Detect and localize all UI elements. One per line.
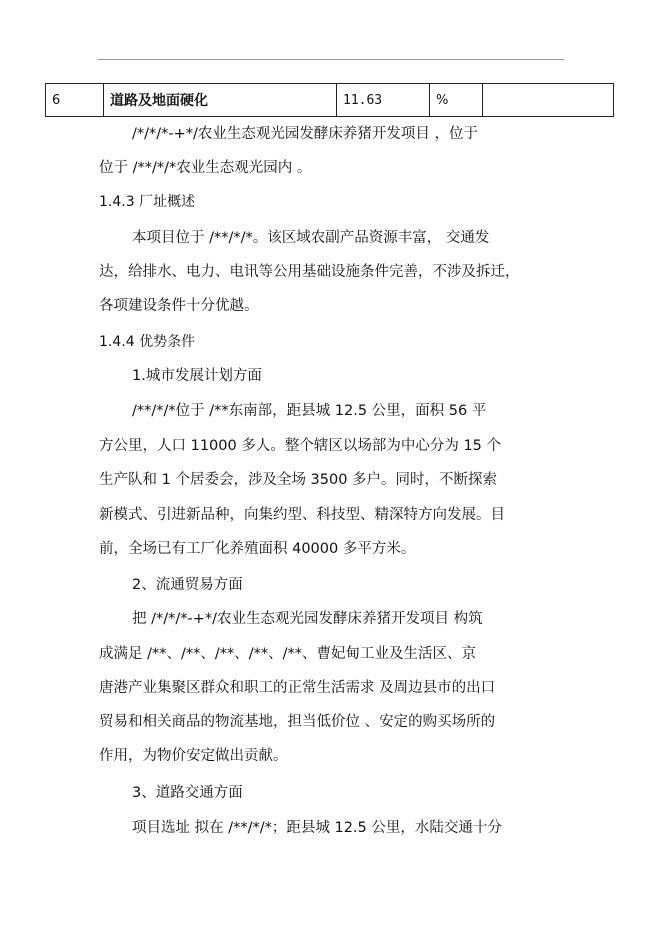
- cell-name: 道路及地面硬化: [104, 84, 337, 117]
- cell-value: 11.63: [337, 84, 430, 117]
- text-line: /*/*/*-+*/农业生态观光园发酵床养猪开发项目 ，位于: [132, 126, 479, 142]
- text-line: 成满足 /**、/**、/**、/**、/**、曹妃甸工业及生活区、京: [99, 646, 477, 662]
- subsection-heading: 3、道路交通方面: [132, 785, 243, 801]
- data-table: [45, 83, 614, 117]
- subsection-heading: 1.城市发展计划方面: [132, 368, 262, 384]
- text-line: 达，给排水、电力、电讯等公用基础设施条件完善，不涉及拆迁，: [99, 264, 520, 280]
- header-rule: [98, 59, 564, 60]
- text-line: 前，全场已有工厂化养殖面积 40000 多平方米。: [99, 541, 416, 557]
- text-line: 把 /*/*/*-+*/农业生态观光园发酵床养猪开发项目 构筑: [132, 611, 483, 627]
- subsection-heading: 2、流通贸易方面: [132, 577, 243, 593]
- table-row: [46, 84, 614, 117]
- cell-unit: %: [430, 84, 483, 117]
- text-line: 生产队和 1 个居委会，涉及全场 3500 多户。同时，不断探索: [99, 472, 498, 488]
- text-line: /**/*/*位于 /**东南部，距县城 12.5 公里，面积 56 平: [132, 403, 487, 419]
- text-line: 新模式、引进新品种，向集约型、科技型、精深特方向发展。目: [99, 507, 505, 523]
- text-line: 作用，为物价安定做出贡献。: [99, 748, 288, 764]
- text-line: 各项建设条件十分优越。: [99, 298, 259, 314]
- text-line: 本项目位于 /**/*/*。该区域农副产品资源丰富， 交通发: [132, 230, 490, 246]
- text-line: 项目选址 拟在 /**/*/*；距县城 12.5 公里，水陆交通十分: [132, 820, 502, 836]
- section-heading: 1.4.4 优势条件: [99, 334, 196, 350]
- cell-no: 6: [46, 84, 104, 117]
- text-line: 位于 /**/*/*农业生态观光园内 。: [99, 160, 312, 176]
- cell-note: [483, 84, 614, 117]
- text-line: 唐港产业集聚区群众和职工的正常生活需求 及周边县市的出口: [99, 680, 496, 696]
- section-heading: 1.4.3 厂址概述: [99, 194, 196, 210]
- text-line: 方公里，人口 11000 多人。整个辖区以场部为中心分为 15 个: [99, 438, 502, 454]
- text-line: 贸易和相关商品的物流基地，担当低价位 、安定的购买场所的: [99, 714, 496, 730]
